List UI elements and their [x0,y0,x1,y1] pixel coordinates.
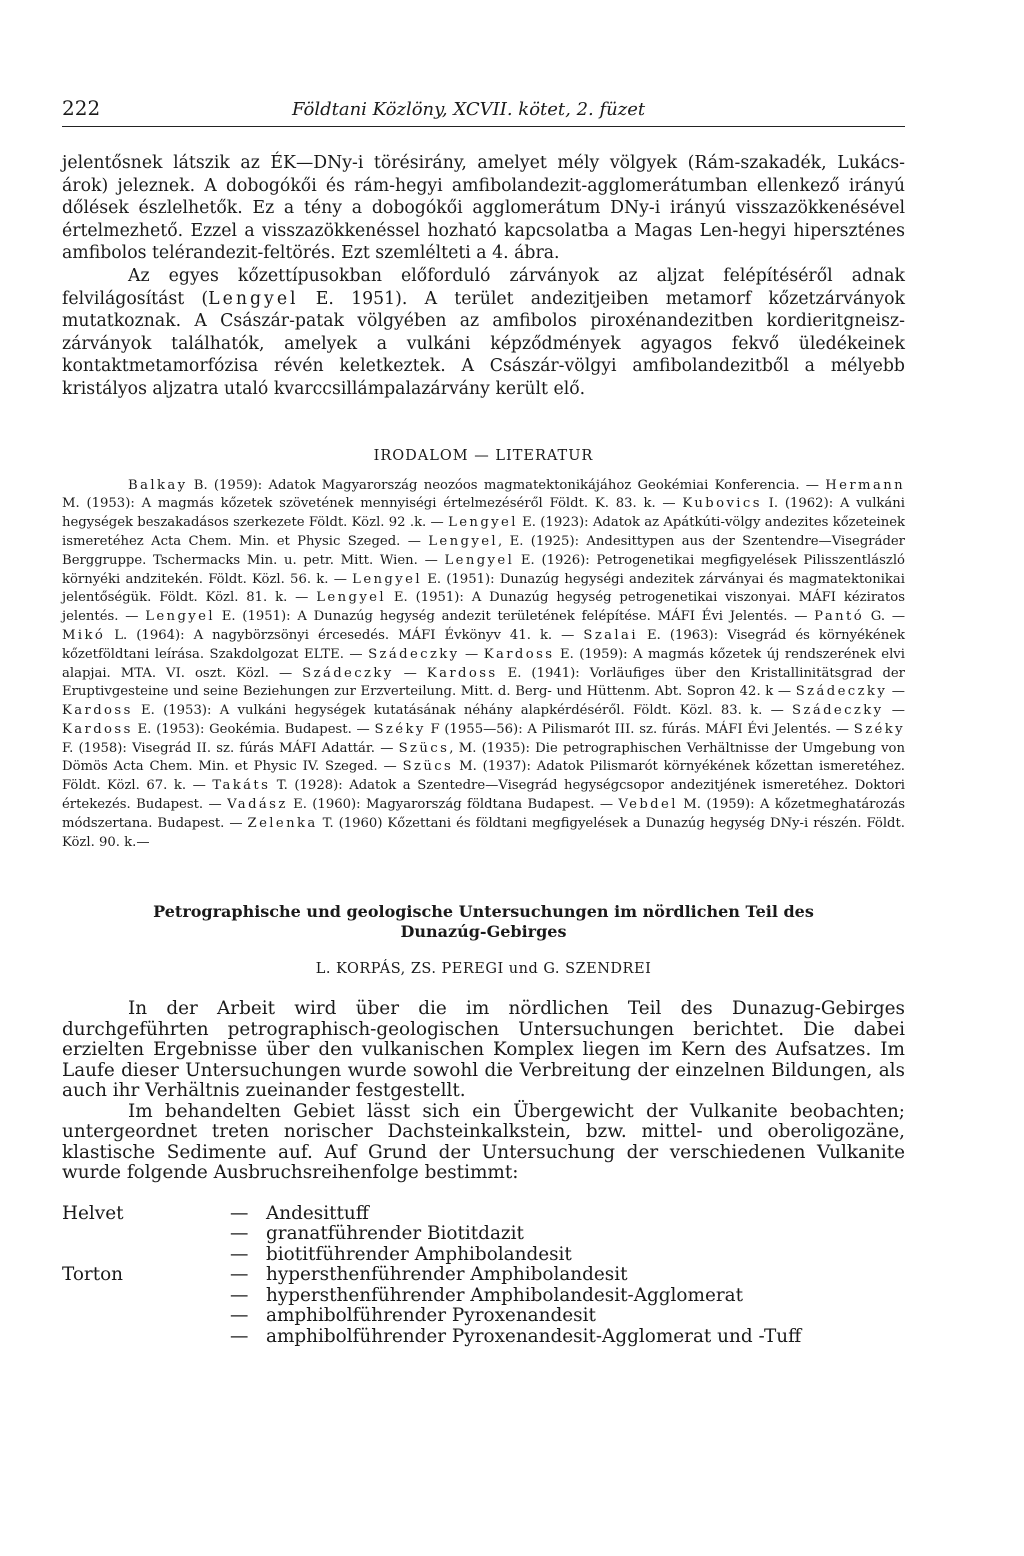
stage-label: Helvet [62,1202,124,1224]
rock-type: amphibolführender Pyroxenandesit [266,1305,596,1327]
body-paragraph-2 [62,265,905,401]
reference-author: Szádeczky [302,665,394,681]
reference-author: Kubovics [682,496,762,512]
reference-author: Szücs [402,759,454,775]
summary-paragraph-2: Im behandelten Gebiet lässt sich ein Übergewicht der Vulkanite beobachten; untergeordnet treten norischer Dachsteinkalkstein, bzw. mittel- und oberoligozäne, klastische Sedimente auf. Auf Grund der Untersuchung der verschiedenen Vulkanite wurde folgende Ausbruchsreihenfolge bestimmt: [62,1100,905,1184]
sequence-row [62,1306,905,1327]
reference-text: , E. (1925): Andesittypen aus der Szentendre—Visegráder Berggruppe. Tschermacks Min. u. petr. Mitt. Wien. — [62,533,905,568]
reference-text: M. (1953): A magmás kőzetek szövetének mennyiségi értelmezéséről Földt. K. 83. k. — [62,496,683,512]
reference-author: Kardoss [62,721,133,737]
reference-text: F. (1958): Visegrád II. sz. fúrás MÁFI Adattár. — [62,740,399,756]
stage-label [62,1224,230,1245]
sequence-row [62,1286,905,1307]
sequence-dash: — [230,1284,249,1306]
reference-text: M. (1937): Adatok Pilismarót környékének kőzettan ismeretéhez. Földt. Közl. 67. k. — [62,759,905,794]
reference-text: E. (1963): Visegrád és környékének kőzetföldtani leírása. Szakdolgozat ELTE. — [62,627,905,662]
reference-text: — [393,665,427,681]
reference-author: Pantó [814,609,865,625]
body-paragraph-1: jelentősnek látszik az ÉK—DNy-i törésirány, amelyet mély völgyek (Rám-szakadék, Lukács-árok) jeleznek. A dobogókői és rám-hegyi amfibolandezit-agglomerátumban ellenkező irányú dőlések észlelhetők. Ez a tény a dobogókői agglomerátum DNy-i irányú visszazökkenésével értelmezhető. Ezzel a visszazökkenéssel hozható kapcsolatba a Magas Len-hegyi hiperszténes amfibolos telérandezit-feltörés. Ezt szemlélteti a 4. ábra. [62,153,905,264]
sequence-dash: — [230,1325,249,1347]
reference-text: M. (1959): A kőzetmeghatározás módszertana. Budapest. — [62,797,905,831]
reference-text: G. — [864,609,906,625]
stage-label [62,1245,230,1266]
reference-text: E. (1926): Petrogenetikai megfigyelések Pilisszentlászló környéki andzitekén. Földt. Közl. 56. k. — [62,552,905,587]
eruption-sequence [62,1204,905,1348]
reference-author: Szalai [583,627,638,643]
reference-text: T. (1928): Adatok a Szentedre—Visegrád hegységcsopor andezitjének ismeretéhez. Doktori értekezés. Budapest. — [62,778,905,813]
stage-label [62,1327,230,1348]
reference-text: E. (1953): A vulkáni hegységek kutatásának néhány alapkérdéséről. Földt. Közl. 83. k. — [132,703,793,719]
reference-text: E. (1960): Magyarország földtana Budapest. — [287,797,619,813]
summary-authors: L. KORPÁS, ZS. PEREGI und G. SZENDREI [315,961,652,978]
reference-author: Szádeczky [368,646,460,662]
summary-text [62,999,905,1184]
reference-text: , M. (1935): Die petrographischen Verhältnisse der Umgebung von Dömös Acta Chem. Min. et Physic IV. Szeged. — [62,740,905,775]
rock-type: hypersthenführender Amphibolandesit-Agglomerat [266,1284,743,1306]
reference-author: Lengyel [428,533,499,549]
reference-author: Kardoss [426,665,498,681]
reference-author: Kardoss [483,646,555,662]
reference-text: F (1955—56): A Pilismarót III. sz. fúrás. MÁFI Évi Jelentés. — [425,721,854,737]
reference-author: Balkay [128,477,188,493]
reference-author: Szádeczky [795,684,888,700]
reference-author: Takáts [212,778,271,794]
reference-text: E. (1951): A Dunazúg hegység petrogenetikai viszonyai. MÁFI kéziratos jelentés. — [62,590,905,625]
summary-paragraph-1: In der Arbeit wird über die im nördlichen Teil des Dunazug-Gebirges durchgeführten petrographisch-geologischen Untersuchungen berichtet. Die dabei erzielten Ergebnisse über den vulkanischen Komplex liegen im Kern des Aufsatzes. Im Laufe dieser Untersuchungen wurde sowohl die Verbreitung der einzelnen Bildungen, als auch ihr Verhältnis zueinander festgestellt. [62,998,905,1102]
reference-author: Lengyel [444,552,515,568]
page-header [62,96,905,127]
reference-author: Széky [853,721,905,737]
reference-text: E. (1953): Geokémia. Budapest. — [132,721,375,737]
reference-text: — [883,703,905,719]
sequence-row [62,1265,905,1286]
stage-label [62,1306,230,1327]
reference-text: — [459,646,484,662]
reference-text: E. (1951): A Dunazúg hegység andezit területének felépítése. MÁFI Évi Jelentés. — [214,609,815,625]
reference-author: Lengyel [448,515,518,531]
running-title: Földtani Közlöny, XCVII. kötet, 2. füzet [292,99,646,120]
stage-label [62,1286,230,1307]
reference-text: E. (1923): Adatok az Apátkúti-völgy andezites kőzeteinek ismeretéhez Acta Chem. Min. et Physic Szeged. — [62,515,906,549]
reference-author: Lengyel [145,609,215,625]
sequence-dash: — [230,1223,249,1245]
reference-author: Lengyel [316,590,387,606]
sequence-row [62,1327,905,1348]
reference-text: — [887,684,905,700]
sequence-dash: — [230,1202,249,1224]
reference-author: Szücs [398,740,450,756]
sequence-row [62,1245,905,1266]
reference-text: B. (1959): Adatok Magyarország neozóos magmatektonikájához Geokémiai Konferencia. — [187,477,826,493]
sequence-row [62,1204,905,1225]
reference-author: Hermann [825,477,905,493]
body-paragraph-2-end: E. 1951). A terület andezitjeiben metamorf kőzetzárványok mutatkoznak. A Császár-patak völgyében az amfibolos piroxénandezitben kordieritgneisz-zárványok találhatók, amelyek a vulkáni képződmények agyagos fekvő üledékeinek kontaktmetamorfózisa révén keletkeztek. A Császár-völgyi amfibolandezitből a mélyebb kristályos aljzatra utaló kvarccsillámpalazárvány került elő. [62,288,905,399]
page-number: 222 [62,96,101,120]
cited-author: Lengyel [208,288,299,309]
reference-author: Mikó [62,627,106,643]
stage-label: Torton [62,1264,124,1286]
sequence-dash: — [230,1243,249,1265]
references-heading: IRODALOM — LITERATUR [373,447,594,464]
references-list [62,477,905,853]
reference-author: Lengyel [352,571,422,587]
reference-author: Széky [374,721,426,737]
reference-text: E. (1951): Dunazúg hegységi andezitek zárványai és magmatektonikai jelentőségük. Földt. Közl. 81. k. — [62,571,905,606]
reference-text: E. (1941): Vorläufiges über den Kristallinitätsgrad der Eruptivgesteine und seine Beziehungen zur Erzverteilung. Mitt. d. Berg- und Hüttenm. Abt. Sopron 42. k — [62,665,905,700]
summary-title-line-1: Petrographische und geologische Untersuchungen im nördlichen Teil des [153,902,814,922]
summary-title [62,902,905,942]
page [62,96,905,1347]
rock-type: hypersthenführender Amphibolandesit [266,1264,628,1286]
reference-author: Vadász [227,797,288,813]
sequence-dash: — [230,1305,249,1327]
references-paragraph [62,477,905,853]
sequence-row [62,1224,905,1245]
body-paragraph-2-start: Az egyes kőzettípusokban előforduló zárványok az aljzat felépítéséről adnak felvilágosítást ( [62,265,905,309]
reference-author: Szádeczky [792,703,884,719]
reference-text: I. (1962): A vulkáni hegységek beszakadásos szerkezete Földt. Közl. 92 .k. — [62,496,905,531]
rock-type: Andesittuff [266,1202,369,1224]
sequence-dash: — [230,1264,249,1286]
rock-type: amphibolführender Pyroxenandesit-Agglomerat und -Tuff [266,1325,802,1347]
rock-type: granatführender Biotitdazit [266,1223,524,1245]
reference-author: Kardoss [62,703,133,719]
reference-text: L. (1964): A nagybörzsönyi ércesedés. MÁFI Évkönyv 41. k. — [105,627,584,643]
reference-author: Zelenka [247,815,318,831]
summary-title-line-2: Dunazúg-Gebirges [400,922,567,942]
reference-text: E. (1959): A magmás kőzetek új rendszerének elvi alapjai. MTA. VI. oszt. Közl. — [62,646,905,681]
body-text [62,152,905,401]
reference-author: Vebdel [618,797,678,813]
rock-type: biotitführender Amphibolandesit [266,1243,572,1265]
reference-text: T. (1960) Kőzettani és földtani megfigyelések a Dunazúg hegység DNy-i részén. Földt. Közl. 90. k.— [62,815,905,850]
